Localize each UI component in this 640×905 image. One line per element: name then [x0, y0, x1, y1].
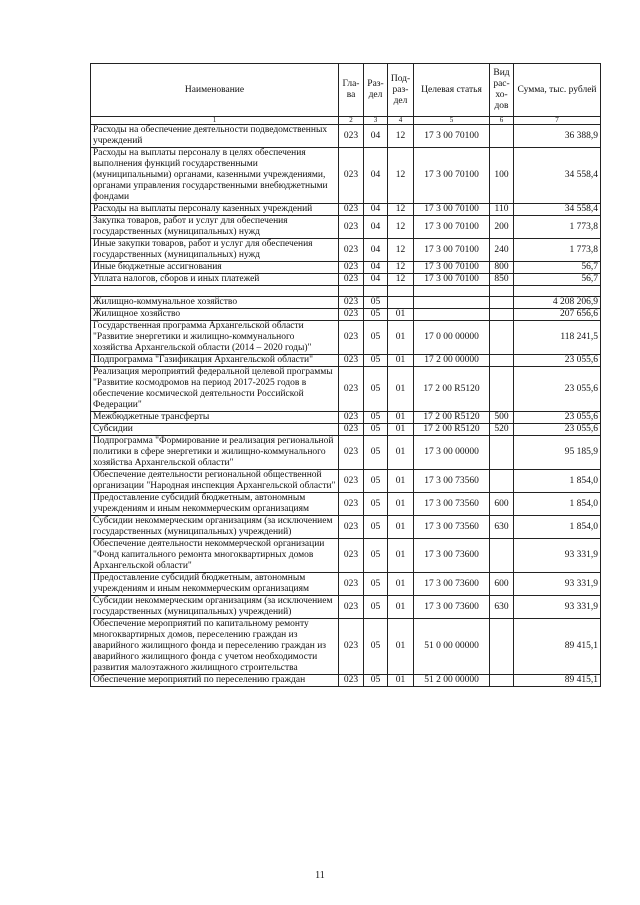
column-number: 2 [339, 117, 364, 125]
row-expense-type: 630 [490, 516, 514, 539]
table-row [91, 424, 601, 436]
row-chapter: 023 [339, 125, 364, 148]
row-chapter: 023 [339, 596, 364, 619]
table-row [91, 596, 601, 619]
row-section: 05 [364, 367, 388, 412]
row-subsection [388, 286, 414, 297]
row-chapter: 023 [339, 239, 364, 262]
row-name: Обеспечение деятельности некоммерческой организации "Фонд капитального ремонта многоквартирных домов Архангельской области" [91, 539, 339, 573]
row-name: Иные закупки товаров, работ и услуг для обеспечения государственных (муниципальных) нужд [91, 239, 339, 262]
row-target-article: 51 0 00 00000 [414, 619, 490, 675]
row-section: 04 [364, 204, 388, 216]
budget-table [90, 63, 601, 687]
table-row [91, 321, 601, 355]
row-sum: 118 241,5 [514, 321, 601, 355]
row-chapter: 023 [339, 148, 364, 204]
row-expense-type [490, 355, 514, 367]
row-name: Субсидии [91, 424, 339, 436]
row-sum: 4 208 206,9 [514, 297, 601, 309]
row-sum: 89 415,1 [514, 675, 601, 687]
row-section: 05 [364, 470, 388, 493]
page-number: 11 [315, 870, 325, 881]
row-name: Реализация мероприятий федеральной целевой программы "Развитие космодромов на период 2017-2025 годов в обеспечение космической деятельности Российской Федерации" [91, 367, 339, 412]
row-sum: 93 331,9 [514, 539, 601, 573]
column-number: 1 [91, 117, 339, 125]
table-row [91, 675, 601, 687]
row-target-article: 17 3 00 73560 [414, 470, 490, 493]
row-sum: 89 415,1 [514, 619, 601, 675]
table-row [91, 309, 601, 321]
row-section: 05 [364, 573, 388, 596]
row-target-article: 17 3 00 70100 [414, 204, 490, 216]
row-subsection: 12 [388, 148, 414, 204]
row-sum: 56,7 [514, 262, 601, 274]
row-name: Уплата налогов, сборов и иных платежей [91, 274, 339, 286]
row-sum [514, 286, 601, 297]
row-name: Субсидии некоммерческим организациям (за исключением государственных (муниципальных) учреждений) [91, 596, 339, 619]
row-target-article: 17 3 00 70100 [414, 262, 490, 274]
row-subsection: 01 [388, 539, 414, 573]
table-row [91, 125, 601, 148]
header-subsection: Под-раз-дел [388, 64, 414, 117]
table-row [91, 297, 601, 309]
row-name: Обеспечение деятельности региональной общественной организации "Народная инспекция Архангельской области" [91, 470, 339, 493]
column-number: 3 [364, 117, 388, 125]
table-header-row [91, 64, 601, 117]
table-body [91, 125, 601, 687]
row-chapter: 023 [339, 262, 364, 274]
row-section: 04 [364, 274, 388, 286]
row-target-article: 17 3 00 73560 [414, 516, 490, 539]
row-name: Обеспечение мероприятий по капитальному ремонту многоквартирных домов, переселению граждан из аварийного жилищного фонда и переселению граждан из аварийного жилищного фонда с учетом необходимости развития малоэтажного жилищного строительства [91, 619, 339, 675]
row-expense-type [490, 367, 514, 412]
row-section: 04 [364, 125, 388, 148]
row-sum: 23 055,6 [514, 355, 601, 367]
row-target-article: 17 3 00 73600 [414, 596, 490, 619]
table-row [91, 470, 601, 493]
table-row [91, 493, 601, 516]
row-subsection [388, 297, 414, 309]
row-target-article: 17 3 00 00000 [414, 436, 490, 470]
row-subsection: 12 [388, 262, 414, 274]
row-target-article: 51 2 00 00000 [414, 675, 490, 687]
row-chapter: 023 [339, 309, 364, 321]
row-sum: 23 055,6 [514, 367, 601, 412]
row-target-article [414, 286, 490, 297]
row-name: Подпрограмма "Формирование и реализация региональной политики в сфере энергетики и жилищно-коммунального хозяйства Архангельской области" [91, 436, 339, 470]
row-expense-type [490, 539, 514, 573]
header-target: Целевая статья [414, 64, 490, 117]
row-name: Расходы на обеспечение деятельности подведомственных учреждений [91, 125, 339, 148]
row-sum: 23 055,6 [514, 424, 601, 436]
table-row [91, 619, 601, 675]
row-expense-type: 600 [490, 493, 514, 516]
row-target-article: 17 3 00 70100 [414, 274, 490, 286]
row-name: Закупка товаров, работ и услуг для обеспечения государственных (муниципальных) нужд [91, 216, 339, 239]
row-expense-type: 100 [490, 148, 514, 204]
row-subsection: 01 [388, 516, 414, 539]
row-subsection: 12 [388, 125, 414, 148]
row-sum: 93 331,9 [514, 596, 601, 619]
row-section: 05 [364, 355, 388, 367]
row-sum: 1 854,0 [514, 470, 601, 493]
row-expense-type: 200 [490, 216, 514, 239]
row-name: Субсидии некоммерческим организациям (за исключением государственных (муниципальных) учреждений) [91, 516, 339, 539]
row-expense-type [490, 619, 514, 675]
row-sum: 34 558,4 [514, 148, 601, 204]
row-chapter: 023 [339, 367, 364, 412]
row-target-article: 17 3 00 70100 [414, 216, 490, 239]
row-name [91, 286, 339, 297]
row-target-article [414, 309, 490, 321]
row-section: 05 [364, 424, 388, 436]
row-section: 04 [364, 148, 388, 204]
row-chapter: 023 [339, 675, 364, 687]
row-subsection: 12 [388, 204, 414, 216]
row-section: 05 [364, 539, 388, 573]
row-expense-type [490, 286, 514, 297]
row-subsection: 01 [388, 573, 414, 596]
row-target-article: 17 3 00 70100 [414, 239, 490, 262]
header-expense-type: Вид рас-хо-дов [490, 64, 514, 117]
row-chapter [339, 286, 364, 297]
row-subsection: 12 [388, 216, 414, 239]
row-name: Обеспечение мероприятий по переселению граждан [91, 675, 339, 687]
row-subsection: 01 [388, 493, 414, 516]
row-sum: 34 558,4 [514, 204, 601, 216]
header-chapter: Гла-ва [339, 64, 364, 117]
row-chapter: 023 [339, 297, 364, 309]
row-chapter: 023 [339, 493, 364, 516]
table-row [91, 148, 601, 204]
row-chapter: 023 [339, 539, 364, 573]
row-name: Иные бюджетные ассигнования [91, 262, 339, 274]
row-subsection: 01 [388, 355, 414, 367]
row-expense-type [490, 675, 514, 687]
row-section: 05 [364, 412, 388, 424]
table-row [91, 286, 601, 297]
table-row [91, 216, 601, 239]
row-section [364, 286, 388, 297]
row-name: Расходы на выплаты персоналу в целях обеспечения выполнения функций государственными (муниципальными) органами, казенными учреждениями, органами управления государственными внебюджетными фондами [91, 148, 339, 204]
row-chapter: 023 [339, 321, 364, 355]
row-subsection: 01 [388, 367, 414, 412]
row-target-article: 17 3 00 73560 [414, 493, 490, 516]
row-target-article: 17 2 00 R5120 [414, 424, 490, 436]
row-expense-type: 630 [490, 596, 514, 619]
row-target-article: 17 2 00 00000 [414, 355, 490, 367]
row-chapter: 023 [339, 424, 364, 436]
row-section: 05 [364, 436, 388, 470]
row-chapter: 023 [339, 436, 364, 470]
row-subsection: 01 [388, 412, 414, 424]
row-expense-type: 850 [490, 274, 514, 286]
row-name: Межбюджетные трансферты [91, 412, 339, 424]
row-subsection: 01 [388, 424, 414, 436]
header-name: Наименование [91, 64, 339, 117]
row-chapter: 023 [339, 204, 364, 216]
row-sum: 207 656,6 [514, 309, 601, 321]
row-chapter: 023 [339, 274, 364, 286]
row-chapter: 023 [339, 216, 364, 239]
row-expense-type [490, 470, 514, 493]
table-row [91, 204, 601, 216]
row-sum: 1 773,8 [514, 239, 601, 262]
row-name: Предоставление субсидий бюджетным, автономным учреждениям и иным некоммерческим организациям [91, 573, 339, 596]
row-subsection: 01 [388, 321, 414, 355]
column-number: 7 [514, 117, 601, 125]
row-subsection: 12 [388, 239, 414, 262]
row-target-article: 17 3 00 73600 [414, 539, 490, 573]
table-row [91, 355, 601, 367]
row-expense-type [490, 309, 514, 321]
row-section: 05 [364, 675, 388, 687]
row-subsection: 01 [388, 675, 414, 687]
row-section: 05 [364, 493, 388, 516]
table-row [91, 274, 601, 286]
row-section: 05 [364, 297, 388, 309]
row-sum: 93 331,9 [514, 573, 601, 596]
table-row [91, 436, 601, 470]
row-target-article: 17 0 00 00000 [414, 321, 490, 355]
row-subsection: 12 [388, 274, 414, 286]
row-subsection: 01 [388, 470, 414, 493]
row-target-article: 17 3 00 70100 [414, 125, 490, 148]
row-chapter: 023 [339, 619, 364, 675]
row-sum: 1 854,0 [514, 516, 601, 539]
row-expense-type [490, 436, 514, 470]
row-subsection: 01 [388, 309, 414, 321]
row-section: 05 [364, 321, 388, 355]
row-expense-type: 800 [490, 262, 514, 274]
row-section: 05 [364, 309, 388, 321]
column-number: 4 [388, 117, 414, 125]
table-row [91, 412, 601, 424]
row-section: 04 [364, 239, 388, 262]
row-name: Предоставление субсидий бюджетным, автономным учреждениям и иным некоммерческим организациям [91, 493, 339, 516]
row-section: 04 [364, 262, 388, 274]
row-expense-type: 110 [490, 204, 514, 216]
row-chapter: 023 [339, 573, 364, 596]
table-row [91, 539, 601, 573]
column-number-row [91, 117, 601, 125]
table-row [91, 239, 601, 262]
row-section: 04 [364, 216, 388, 239]
row-name: Жилищно-коммунальное хозяйство [91, 297, 339, 309]
row-target-article [414, 297, 490, 309]
table-row [91, 367, 601, 412]
row-name: Государственная программа Архангельской области "Развитие энергетики и жилищно-коммунального хозяйства Архангельской области (2014 – 2020 годы)" [91, 321, 339, 355]
row-chapter: 023 [339, 412, 364, 424]
row-expense-type [490, 297, 514, 309]
table-row [91, 516, 601, 539]
row-chapter: 023 [339, 470, 364, 493]
row-name: Подпрограмма "Газификация Архангельской области" [91, 355, 339, 367]
row-subsection: 01 [388, 596, 414, 619]
header-sum: Сумма, тыс. рублей [514, 64, 601, 117]
row-expense-type [490, 321, 514, 355]
row-sum: 56,7 [514, 274, 601, 286]
row-subsection: 01 [388, 436, 414, 470]
table-row [91, 262, 601, 274]
row-name: Жилищное хозяйство [91, 309, 339, 321]
row-section: 05 [364, 596, 388, 619]
row-expense-type [490, 125, 514, 148]
header-section: Раз-дел [364, 64, 388, 117]
row-expense-type: 520 [490, 424, 514, 436]
row-target-article: 17 2 00 R5120 [414, 367, 490, 412]
row-sum: 1 854,0 [514, 493, 601, 516]
row-name: Расходы на выплаты персоналу казенных учреждений [91, 204, 339, 216]
row-sum: 36 388,9 [514, 125, 601, 148]
row-expense-type: 240 [490, 239, 514, 262]
row-expense-type: 500 [490, 412, 514, 424]
column-number: 6 [490, 117, 514, 125]
column-number: 5 [414, 117, 490, 125]
row-sum: 95 185,9 [514, 436, 601, 470]
row-sum: 1 773,8 [514, 216, 601, 239]
row-target-article: 17 3 00 73600 [414, 573, 490, 596]
row-section: 05 [364, 619, 388, 675]
table-row [91, 573, 601, 596]
row-target-article: 17 3 00 70100 [414, 148, 490, 204]
row-section: 05 [364, 516, 388, 539]
row-chapter: 023 [339, 355, 364, 367]
row-expense-type: 600 [490, 573, 514, 596]
row-sum: 23 055,6 [514, 412, 601, 424]
row-target-article: 17 2 00 R5120 [414, 412, 490, 424]
row-chapter: 023 [339, 516, 364, 539]
row-subsection: 01 [388, 619, 414, 675]
